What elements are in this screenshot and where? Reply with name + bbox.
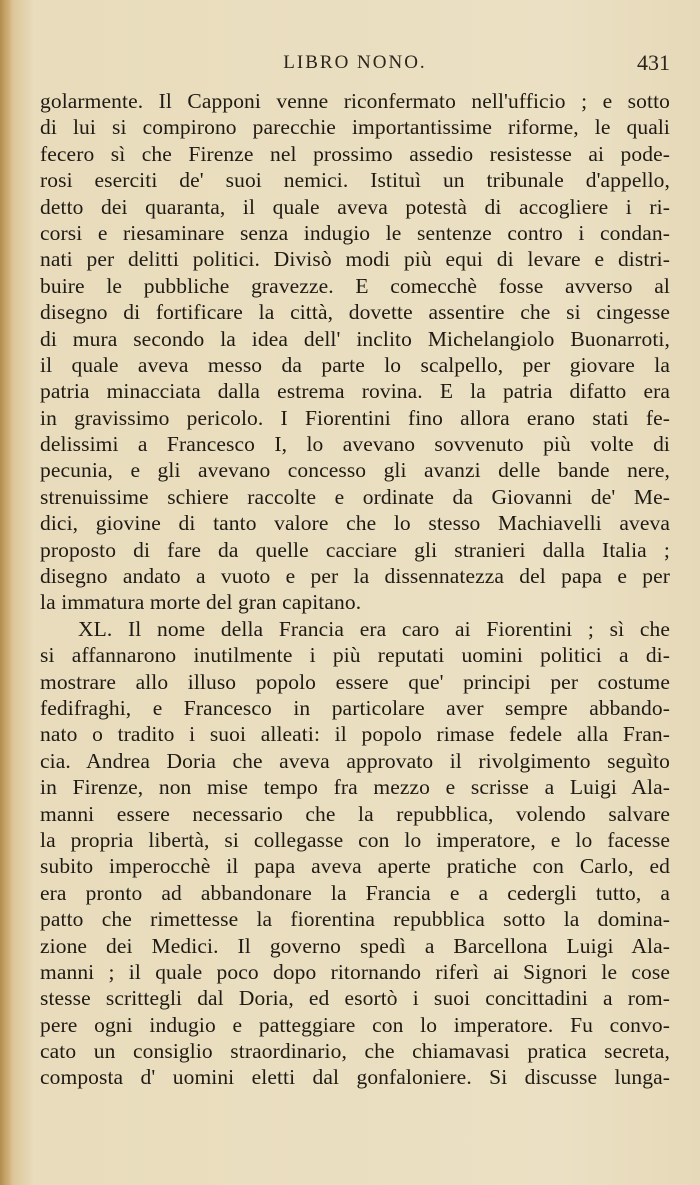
text-line: buire le pubbliche gravezze. E comecchè fosse avverso al [40, 273, 670, 298]
text-line: zione dei Medici. Il governo spedì a Barcellona Luigi Ala- [40, 933, 670, 958]
page-number: 431 [637, 50, 670, 75]
text-line: detto dei quaranta, il quale aveva potestà di accogliere i ri- [40, 194, 670, 219]
text-line: delissimi a Francesco I, lo avevano sovvenuto più volte di [40, 432, 670, 457]
text-line: nati per delitti politici. Divisò modi più equi di levare e distri- [40, 247, 670, 272]
text-line: golarmente. Il Capponi venne riconfermato nell'ufficio ; e sotto [40, 89, 670, 113]
text-line: in Firenze, non mise tempo fra mezzo e scrisse a Luigi Ala- [40, 775, 670, 800]
text-line: dici, giovine di tanto valore che lo stesso Machiavelli aveva [40, 511, 670, 536]
text-line: patria minacciata dalla estrema rovina. E la patria difatto era [40, 379, 670, 404]
text-line: cia. Andrea Doria che aveva approvato il rivolgimento seguìto [40, 748, 670, 773]
text-line: in gravissimo pericolo. I Fiorentini fino allora erano stati fe- [40, 405, 670, 430]
text-line: di mura secondo la idea dell' inclito Michelangiolo Buonarroti, [40, 326, 670, 351]
text-line: patto che rimettesse la fiorentina repubblica sotto la domina- [40, 907, 670, 932]
text-line: si affannarono inutilmente i più reputati uomini politici a di- [40, 643, 670, 668]
text-line: proposto di fare da quelle cacciare gli stranieri dalla Italia ; [40, 537, 670, 562]
text-line: pecunia, e gli avevano concesso gli avanzi delle bande nere, [40, 458, 670, 483]
text-line: nato o tradito i suoi alleati: il popolo rimase fedele alla Fran- [40, 722, 670, 747]
text-line: fecero sì che Firenze nel prossimo assedio resistesse ai pode- [40, 141, 670, 166]
running-title: LIBRO NONO. [283, 52, 427, 73]
text-line: disegno di fortificare la città, dovette assentire che si cingesse [40, 300, 670, 325]
text-line: pere ogni indugio e patteggiare con lo imperatore. Fu convo- [40, 1012, 670, 1037]
text-line: la propria libertà, si collegasse con lo imperatore, e lo facesse [40, 827, 670, 852]
section-start-line: XL. Il nome della Francia era caro ai Fiorentini ; sì che [78, 616, 670, 641]
paragraph-last-line: la immatura morte del gran capitano. [40, 590, 362, 615]
text-line: era pronto ad abbandonare la Francia e a cedergli tutto, a [40, 880, 670, 905]
text-line: corsi e riesaminare senza indugio le sentenze contro i condan- [40, 220, 670, 245]
text-line: composta d' uomini eletti dal gonfaloniere. Si discusse lunga- [40, 1065, 670, 1090]
text-line: mostrare allo illuso popolo essere que' principi per costume [40, 669, 670, 694]
binding-shadow [0, 0, 12, 1185]
text-line: il quale aveva messo da parte lo scalpello, per giovare la [40, 352, 670, 377]
page-header [40, 52, 670, 82]
text-line: cato un consiglio straordinario, che chiamavasi pratica secreta, [40, 1039, 670, 1064]
text-line: disegno andato a vuoto e per la dissennatezza del papa e per [40, 564, 670, 589]
text-line: manni essere necessario che la repubblica, volendo salvare [40, 801, 670, 826]
text-line: di lui si compirono parecchie importantissime riforme, le quali [40, 115, 670, 140]
body-text [40, 88, 670, 1091]
text-line: rosi eserciti de' suoi nemici. Istituì un tribunale d'appello, [40, 168, 670, 193]
text-line: stesse scrittegli dal Doria, ed esortò i suoi concittadini a rom- [40, 986, 670, 1011]
text-line: subito imperocchè il papa aveva aperte pratiche con Carlo, ed [40, 854, 670, 879]
text-line: manni ; il quale poco dopo ritornando riferì ai Signori le cose [40, 959, 670, 984]
text-line: fedifraghi, e Francesco in particolare aver sempre abbando- [40, 695, 670, 720]
text-line: strenuissime schiere raccolte e ordinate da Giovanni de' Me- [40, 484, 670, 509]
